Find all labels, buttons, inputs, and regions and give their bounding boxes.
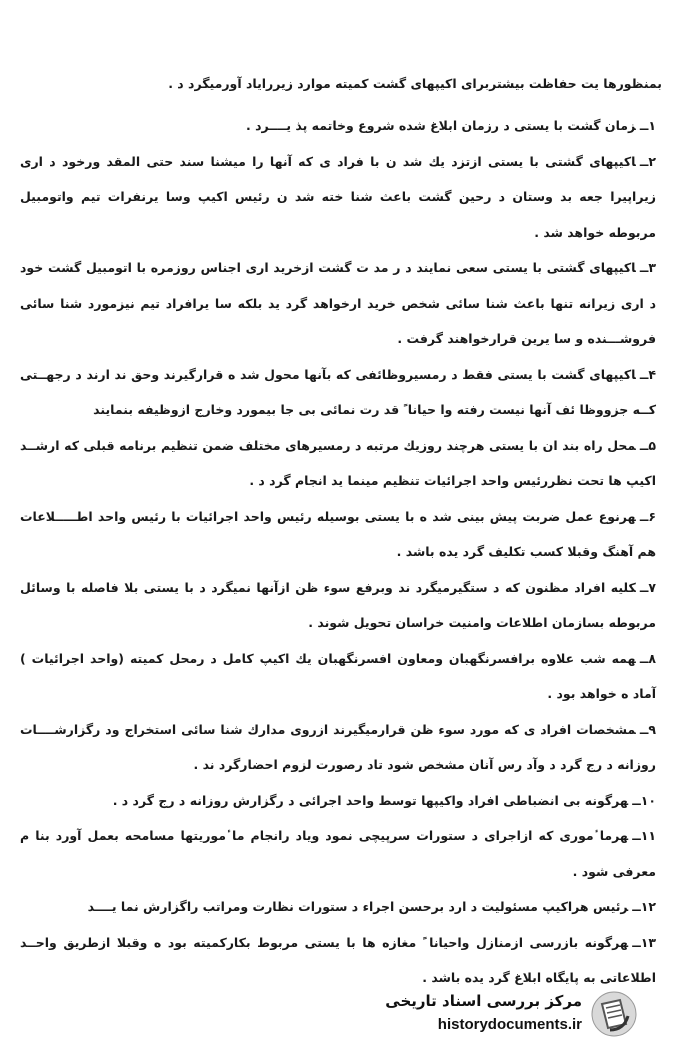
item-number: ۸ــ — [639, 650, 656, 666]
item-text: اکیپهای گشتی با یستی سعی نمایند د ر مد ت گشت ازخرید اری اجناس روزمره با اتومبیل گشت خود د اری زیرانه تنها باعث شنا سائی شخص خرید ارخواهد گرد ید بلکه سا یرافراد تیم نیزمورد شنا سائی فروشـــنده و سا یرین قرارخواهند گرفت . — [20, 260, 656, 346]
item-text: مشخصات افراد ی که مورد سوء ظن قرارمیگیرند ازروی مدارك شنا سائی استخراج ود رگزارشــــات روزانه د رج گرد د وآد رس آنان مشخص شود تاد رصورت لزوم احضارگرد ند . — [20, 721, 656, 772]
intro-paragraph: بمنظورها یت حفاظت بیشتربرای اکیپهای گشت کمیته موارد زیررایاد آورمیگرد د . — [168, 76, 662, 91]
list-item — [20, 925, 656, 996]
list-item — [20, 641, 656, 712]
item-text: اکیپهای گشت با یستی فقط د رمسیروظائفی که بآنها محول شد ه قرارگیرند وحق ند ارند د رجهــتی کــه جزووظا ئف آنها نیست رفته وا حیانا ً قد رت نمائی بی جا بیمورد وخارج ازوظیفه بنمایند — [20, 366, 656, 417]
list-item — [20, 499, 656, 570]
item-number: ۱۰ــ — [632, 792, 656, 808]
item-text: زمان گشت با یستی د رزمان ابلاغ شده شروع وخاتمه پذ یــــرد . — [245, 118, 636, 133]
list-item — [20, 144, 656, 251]
list-item — [20, 712, 656, 783]
item-number: ۱ــ — [639, 118, 656, 133]
item-text: اکیپهای گشتی با یستی ازتزد یك شد ن با فراد ی که آنها را میشنا سند حتی المقد ورخود د اری زیراپیرا جعه بد وستان د رحین گشت باعث شنا خته شد ن رئیس اکیپ وسا یرنفرات تیم واتومبیل مربوطه خواهد شد . — [20, 153, 656, 240]
item-text: کلیه افراد مظنون که د ستگیرمیگرد ند وبرفع سوء ظن ازآنها نمیگرد د با یستی بلا فاصله با وسائل مربوطه بسازمان اطلاعات وامنیت خراسان تحویل شوند . — [20, 579, 656, 630]
item-number: ۶ــ — [639, 508, 656, 524]
item-number: ۲ــ — [639, 153, 656, 169]
list-item — [20, 428, 656, 499]
watermark-title: مرکز بررسی اسناد تاریخی — [385, 992, 582, 1010]
item-text: رئیس هراکیپ مسئولیت د ارد برحسن اجراء د ستورات نظارت ومراتب راگزارش نما یــــد — [87, 899, 629, 914]
item-number: ۱۱ــ — [632, 828, 656, 843]
item-text: هرنوع عمل ضربت پیش بینی شد ه با یستی بوسیله رئیس واحد اجرائیات با رئیس واحد اطـــــلاعات هم آهنگ وقبلا کسب تکلیف گرد یده باشد . — [20, 508, 656, 559]
item-text: هرما ٔموری که ازاجرای د ستورات سرپیچی نمود ویاد رانجام ما ٔموریتها مسامحه بعمل آورد بنا م معرفی شود . — [20, 828, 656, 879]
list-item — [20, 108, 656, 144]
item-number: ۷ــ — [639, 579, 656, 595]
item-number: ۵ــ — [639, 437, 656, 453]
item-text: هرگونه بازرسی ازمنازل واحیانا ً مغازه ها با یستی مربوط بکارکمیته بود ه وقبلا ازطریق واحــد اطلاعاتی به پایگاه ابلاغ گرد یده باشد . — [20, 934, 656, 985]
watermark — [358, 988, 638, 1042]
item-text: همه شب علاوه برافسرنگهبان ومعاون افسرنگهبان یك اکیپ کامل د رمحل کمیته (واحد اجرائیات ) آماد ه خواهد بود . — [20, 650, 656, 701]
list-item — [20, 889, 656, 925]
item-number: ۱۳ــ — [632, 934, 656, 950]
item-number: ۹ــ — [639, 721, 656, 737]
list-item — [20, 818, 656, 889]
list-item — [20, 357, 656, 428]
item-number: ۴ــ — [639, 366, 656, 382]
archive-logo-icon — [590, 990, 638, 1038]
list-item — [20, 250, 656, 357]
item-number: ۱۲ــ — [632, 899, 656, 914]
watermark-url: historydocuments.ir — [437, 1016, 582, 1033]
item-number: ۳ــ — [639, 260, 656, 275]
item-text: محل راه بند ان با یستی هرچند روزیك مرتبه د رمسیرهای مختلف ضمن تنظیم برنامه قبلی که ارشــد اکیپ ها تحت نظررئیس واحد اجرائیات تنظیم مینما ید انجام گرد د . — [20, 437, 656, 488]
list-item — [20, 783, 656, 819]
item-text: هرگونه بی انضباطی افراد واکیپها توسط واحد اجرائی د رگزارش روزانه د رج گرد د . — [112, 792, 629, 808]
list-item — [20, 570, 656, 641]
instruction-list — [20, 108, 656, 996]
